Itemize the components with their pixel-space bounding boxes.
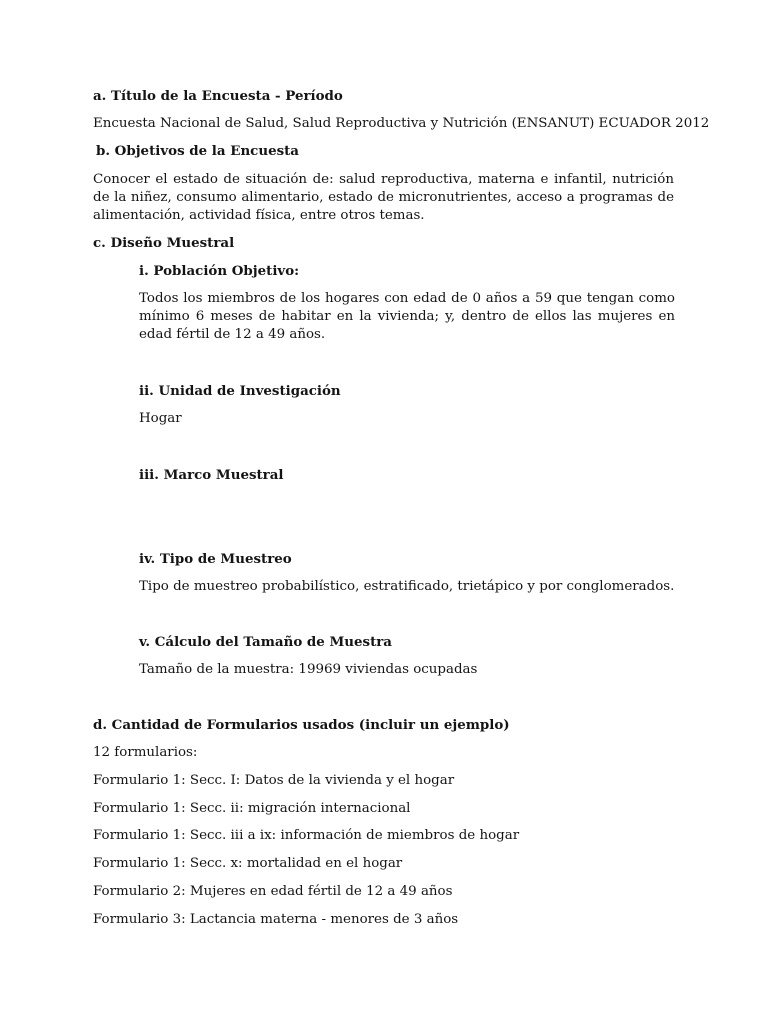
sample-size-heading: v. Cálculo del Tamaño de Muestra — [139, 634, 392, 650]
forms-count-text: 12 formularios: — [93, 745, 198, 760]
sampling-type-heading: iv. Tipo de Muestreo — [139, 551, 292, 567]
form-list-item: Formulario 2: Mujeres en edad fértil de 12 a 49 años — [93, 884, 453, 899]
sample-size-text: Tamaño de la muestra: 19969 viviendas ocupadas — [139, 662, 478, 677]
form-list-item: Formulario 1: Secc. iii a ix: información de miembros de hogar — [93, 828, 520, 843]
section-a-heading: a. Título de la Encuesta - Período — [93, 88, 343, 104]
form-list-item: Formulario 3: Lactancia materna - menores de 3 años — [93, 912, 459, 927]
form-list-item: Formulario 1: Secc. I: Datos de la vivienda y el hogar — [93, 773, 455, 788]
form-list-item: Formulario 1: Secc. x: mortalidad en el hogar — [93, 856, 403, 871]
section-b-heading: b. Objetivos de la Encuesta — [96, 143, 299, 159]
objectives-paragraph: Conocer el estado de situación de: salud reproductiva, materna e infantil, nutrición de la niñez, consumo alimentario, estado de micronutrientes, acceso a programas de alimentación, actividad física, entre otros temas. — [93, 172, 674, 223]
section-d-heading: d. Cantidad de Formularios usados (incluir un ejemplo) — [93, 717, 510, 733]
target-population-heading: i. Población Objetivo: — [139, 263, 300, 279]
sampling-type-text: Tipo de muestreo probabilístico, estratificado, trietápico y por conglomerados. — [139, 579, 675, 594]
form-list-item: Formulario 1: Secc. ii: migración internacional — [93, 801, 411, 816]
research-unit-heading: ii. Unidad de Investigación — [139, 383, 341, 399]
survey-title-text: Encuesta Nacional de Salud, Salud Reproductiva y Nutrición (ENSANUT) ECUADOR 2012 — [93, 116, 710, 131]
target-population-paragraph: Todos los miembros de los hogares con edad de 0 años a 59 que tengan como mínimo 6 meses de habitar en la vivienda; y, dentro de ellos las mujeres en edad fértil de 12 a 49 años. — [139, 291, 675, 342]
research-unit-text: Hogar — [139, 411, 182, 426]
section-c-heading: c. Diseño Muestral — [93, 235, 235, 251]
sampling-frame-heading: iii. Marco Muestral — [139, 467, 284, 483]
